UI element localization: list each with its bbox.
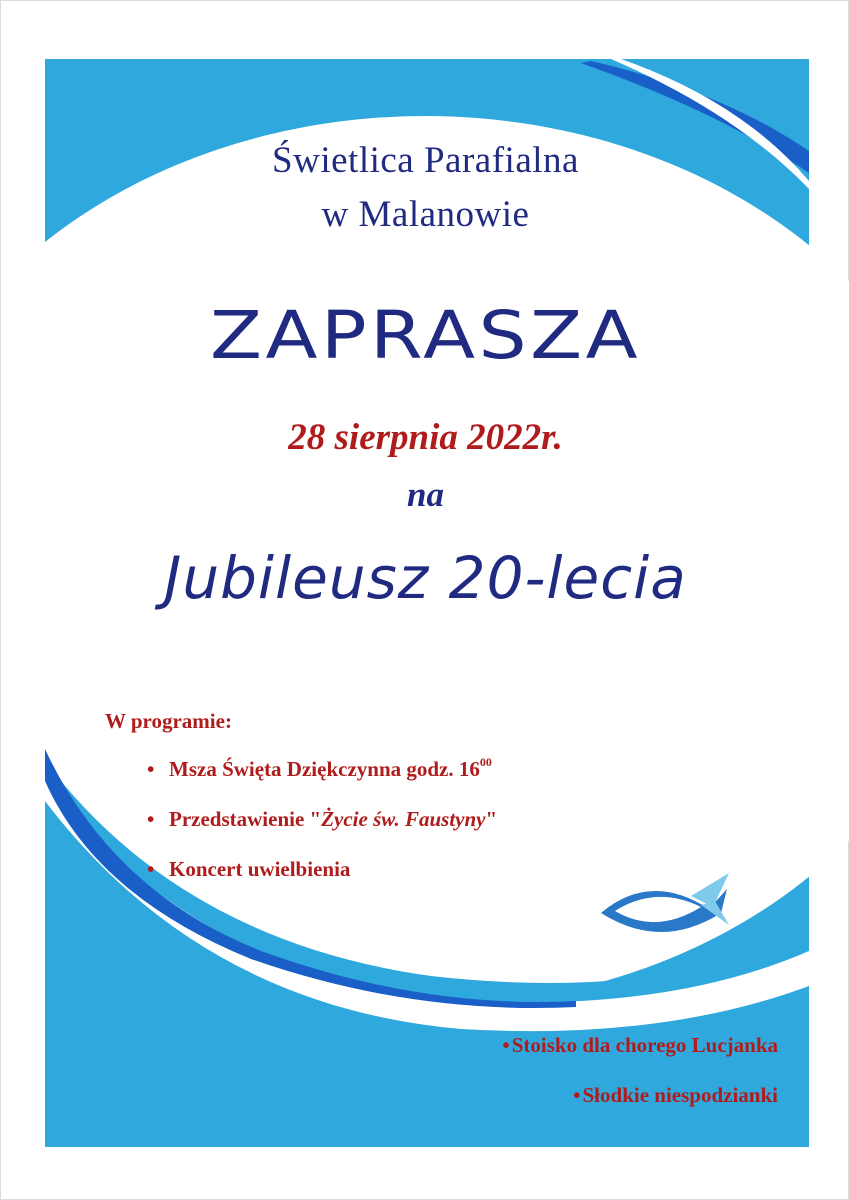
headline-invite: ZAPRASZA [210, 297, 641, 374]
program-item-text: Koncert uwielbienia [169, 857, 351, 881]
program-item-text: Msza Święta Dziękczynna godz. $16^{00}$ [169, 755, 492, 781]
event-title: Jubileusz 20-lecia [164, 544, 687, 612]
program-heading: W programie: [105, 709, 232, 733]
bullet-icon: • [573, 1083, 581, 1107]
extra-item [502, 1083, 778, 1133]
bullet-icon: • [502, 1033, 510, 1057]
bullet-icon: • [147, 757, 155, 781]
extra-item-text: Stoisko dla chorego Lucjanka [511, 1033, 778, 1057]
program-list [147, 757, 497, 907]
organizer-location: w Malanowie [321, 194, 530, 235]
bullet-icon: • [147, 857, 155, 881]
program-item [147, 757, 497, 807]
extra-item-text: Słodkie niespodzianki [582, 1083, 778, 1107]
time-superscript: 00 [479, 755, 492, 769]
event-date: 28 sierpnia 2022r. [288, 417, 563, 458]
program-item [147, 857, 497, 907]
bullet-icon: • [147, 807, 155, 831]
program-item [147, 807, 497, 857]
event-connector: na [407, 475, 444, 514]
extras-list [502, 1033, 778, 1133]
extra-item [502, 1033, 778, 1083]
organizer-name: Świetlica Parafialna [272, 140, 579, 181]
program-item-text: Przedstawienie "Życie św. Faustyny" [169, 807, 498, 831]
play-title: Życie św. Faustyny [321, 807, 486, 831]
